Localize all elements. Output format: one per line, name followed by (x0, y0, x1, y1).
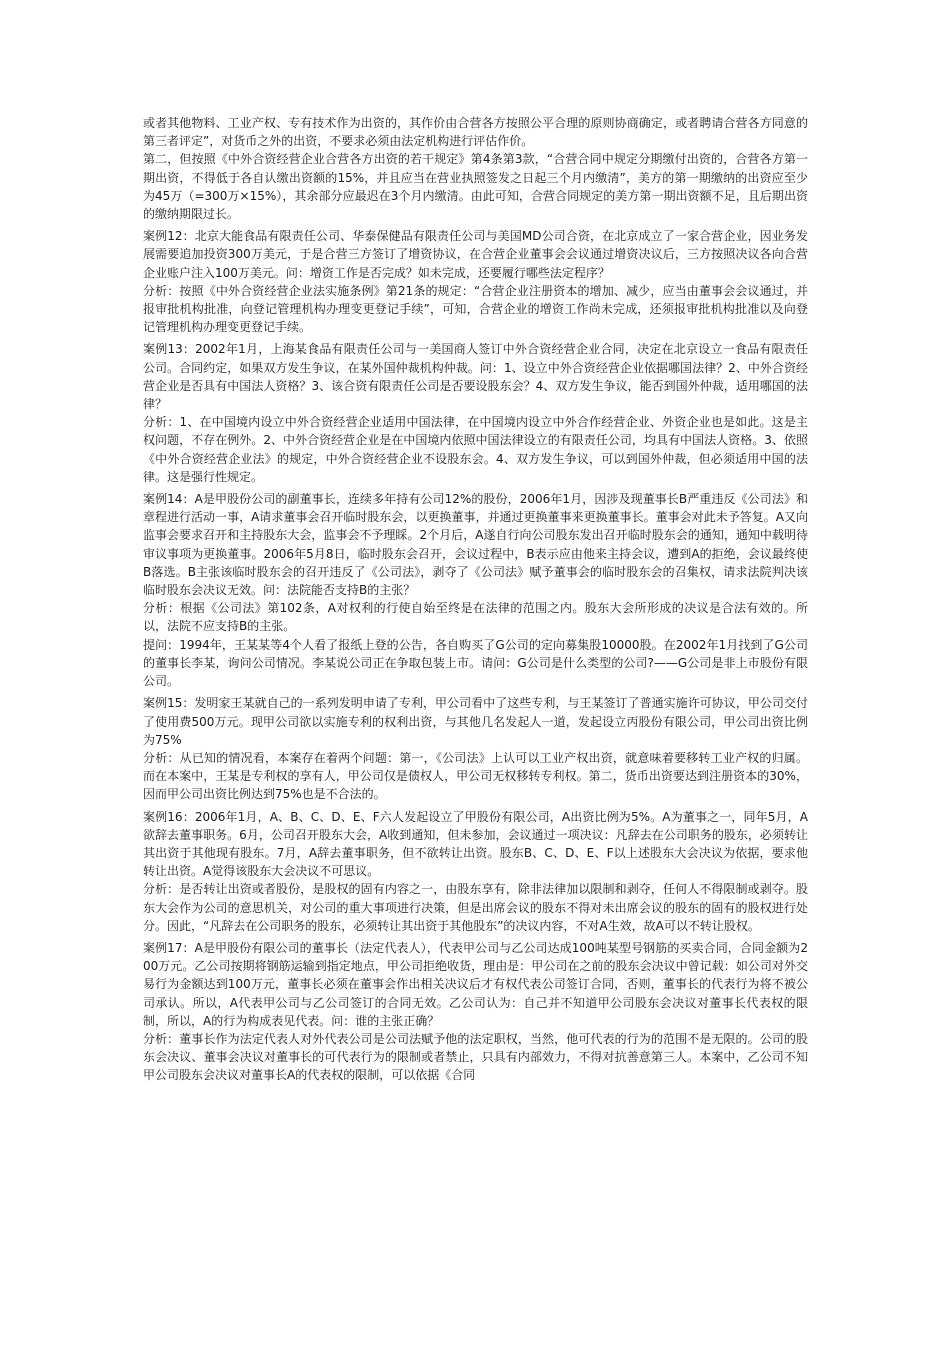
case-13-analysis: 分析：1、在中国境内设立中外合资经营企业适用中国法律，在中国境内设立中外合作经营企业、外资企业也是如此。这是主权问题，不存在例外。2、中外合资经营企业是在中国境内依照中国法律设立的有限责任公司，均具有中国法人资格。3、依照《中外合资经营企业法》的规定，中外合资经营企业不设股东会。4、双方发生争议，可以到国外仲裁，但必须适用中国的法律。这是强行性规定。 (143, 415, 808, 484)
case-12-analysis: 分析：按照《中外合资经营企业法实施条例》第21条的规定：“合营企业注册资本的增加、减少，应当由董事会会议通过，并报审批机构批准，向登记管理机构办理变更登记手续”，可知，合营企业的增资工作尚未完成，还须报审批机构批准以及向登记管理机构办理变更登记手续。 (143, 283, 808, 335)
case-15-analysis: 分析：从已知的情况看，本案存在着两个问题：第一，《公司法》上认可以工业产权出资，就意味着要移转工业产权的归属。而在本案中，王某是专利权的享有人，甲公司仅是债权人，甲公司无权移转专利权。第二，货币出资要达到注册资本的30%，因而甲公司出资比例达到75%也是不合法的。 (143, 750, 808, 802)
case-14-paragraph: 案例14：A是甲股份公司的副董事长，连续多年持有公司12%的股份，2006年1月，因涉及现董事长B严重违反《公司法》和章程进行活动一事，A请求董事会召开临时股东会，以更换董事，并通过更换董事来更换董事长。董事会对此未予答复。A又向监事会要求召开和主持股东大会，监事会不予理睬。2个月后，A遂自行向公司股东发出召开临时股东会的通知，通知中载明待审议事项为更换董事。2006年5月8日，临时股东会召开，会议过程中，B表示应由他来主持会议，遭到A的拒绝，会议最终使B落选。B主张该临时股东会的召开违反了《公司法》，剥夺了《公司法》赋予董事会的临时股东会的召集权，请求法院判决该临时股东会决议无效。问：法院能否支持B的主张？ (143, 492, 808, 598)
question-paragraph: 提问：1994年，王某某等4个人看了报纸上登的公告，各自购买了G公司的定向募集股10000股。在2002年1月找到了G公司的董事长李某，询问公司情况。李某说公司正在争取包装上市。请问：G公司是什么类型的公司?——G公司是非上市股份有限公司。 (143, 637, 808, 689)
case-16-analysis: 分析：是否转让出资或者股份，是股权的固有内容之一，由股东享有，除非法律加以限制和剥夺，任何人不得限制或剥夺。股东大会作为公司的意思机关，对公司的重大事项进行决策，但是出席会议的股东不得对未出席会议的股东的固有的股权进行处分。因此，“凡辞去在公司职务的股东，必须转让其出资于其他股东”的决议内容，不对A生效，故A可以不转让股权。 (143, 882, 808, 933)
document-page (143, 114, 808, 1085)
case-17-analysis: 分析：董事长作为法定代表人对外代表公司是公司法赋予他的法定职权，当然，他可代表的行为的范围不是无限的。公司的股东会决议、董事会决议对董事长的可代表行为的限制或者禁止，只具有内部效力，不得对抗善意第三人。本案中，乙公司不知甲公司股东会决议对董事长A的代表权的限制，可以依据《合同 (143, 1031, 808, 1083)
paragraph-1: 第二，但按照《中外合资经营企业合营各方出资的若干规定》第4条第3款，“合营合同中规定分期缴付出资的，合营各方第一期出资，不得低于各自认缴出资额的15%，并且应当在营业执照签发之日起三个月内缴清”，美方的第一期缴纳的出资应至少为45万（=300万×15%），其余部分应最迟在3个月内缴清。由此可知，合营合同规定的美方第一期出资额不足，且后期出资的缴纳期限过长。 (143, 152, 808, 222)
paragraph-0: 或者其他物料、工业产权、专有技术作为出资的，其作价由合营各方按照公平合理的原则协商确定，或者聘请合营各方同意的第三者评定”，对货币之外的出资，不要求必须由法定机构进行评估作价。 (143, 116, 808, 149)
case-12-paragraph: 案例12：北京大能食品有限责任公司、华泰保健品有限责任公司与美国MD公司合资，在北京成立了一家合营企业，因业务发展需要追加投资300万美元，于是合营三方签订了增资协议，在合营企业董事会会议通过增资决议后，三方按照决议各向合营企业账户注入100万美元。问：增资工作是否完成？如未完成，还要履行哪些法定程序？ (143, 229, 808, 280)
case-17-paragraph: 案例17：A是甲股份有限公司的董事长（法定代表人），代表甲公司与乙公司达成100吨某型号钢筋的买卖合同，合同金额为200万元。乙公司按期将钢筋运输到指定地点，甲公司拒绝收货，理由是：甲公司在之前的股东会决议中曾记载：如公司对外交易行为金额达到100万元，董事长必须在董事会作出相关决议后才有权代表公司签订合同，否则，董事长的代表行为将不被公司承认。所以，A代表甲公司与乙公司签订的合同无效。乙公司认为：自己并不知道甲公司股东会决议对董事长代表权的限制，所以，A的行为构成表见代表。问：谁的主张正确？ (143, 940, 808, 1028)
case-15-paragraph: 案例15：发明家王某就自己的一系列发明申请了专利，甲公司看中了这些专利，与王某签订了普通实施许可协议，甲公司交付了使用费500万元。现甲公司欲以实施专利的权利出资，与其他几名发起人一道，发起设立丙股份有限公司，甲公司出资比例为75% (143, 696, 808, 747)
case-14-analysis: 分析：根据《公司法》第102条，A对权利的行使自始至终是在法律的范围之内。股东大会所形成的决议是合法有效的。所以，法院不应支持B的主张。 (143, 601, 808, 634)
case-13-paragraph: 案例13：2002年1月，上海某食品有限责任公司与一美国商人签订中外合资经营企业合同，决定在北京设立一食品有限责任公司。合同约定，如果双方发生争议，在某外国仲裁机构仲裁。问：1、设立中外合资经营企业依据哪国法律？2、中外合资经营企业是否具有中国法人资格？3、该合资有限责任公司是否要设股东会？4、双方发生争议，能否到国外仲裁，适用哪国的法律？ (143, 342, 808, 412)
case-16-paragraph: 案例16：2006年1月，A、B、C、D、E、F六人发起设立了甲股份有限公司，A出资比例为5%。A为董事之一，同年5月，A欲辞去董事职务。6月，公司召开股东大会，A收到通知，但未参加，会议通过一项决议：凡辞去在公司职务的股东，必须转让其出资于其他现有股东。7月，A辞去董事职务，但不欲转让出资。股东B、C、D、E、F以上述股东大会决议为依据，要求他转让出资。A觉得该股东大会决议不可思议。 (143, 809, 808, 879)
